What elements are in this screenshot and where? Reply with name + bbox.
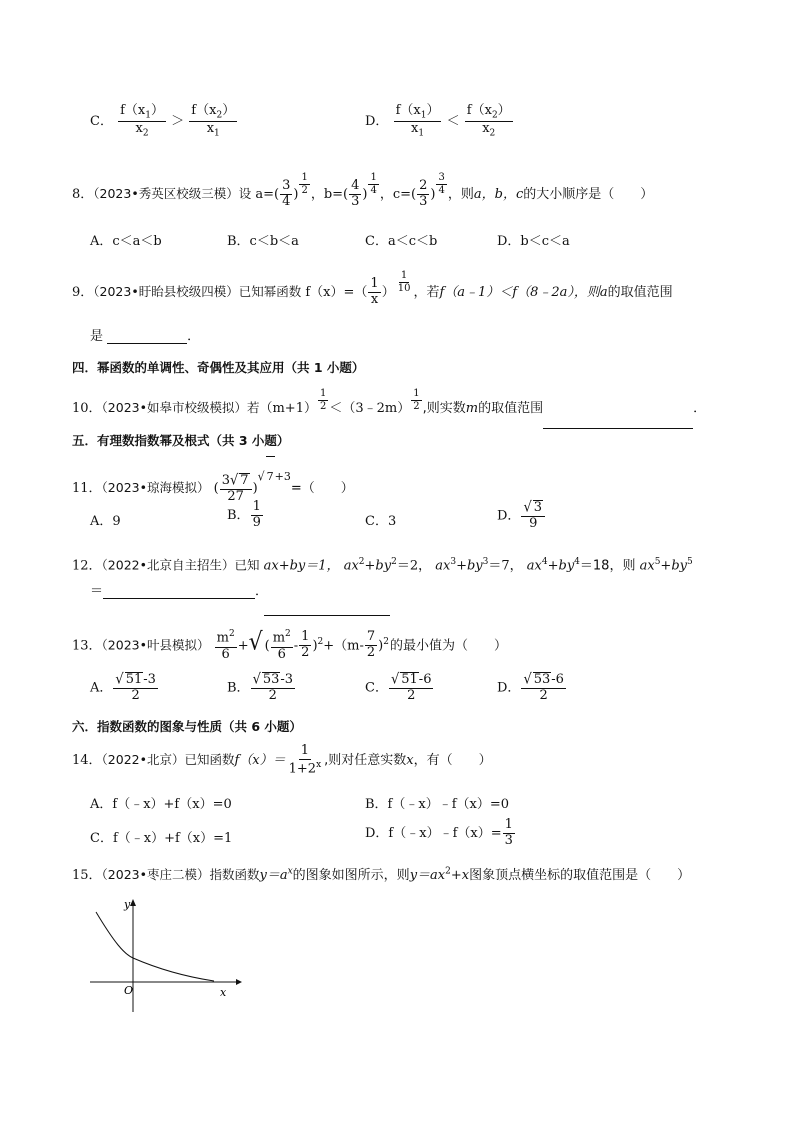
question-number: 14． (72, 753, 102, 768)
fraction: $\frac{f(x_2)}{x_2}$ (466, 103, 511, 139)
x-axis-arrow (236, 979, 242, 985)
q15-stem: 15．（2023•枣庄二模）指数函数$y=a^x$的图象如图所示，则$y=ax^2+x$图象顶点横坐标的取值范围是（ ） (72, 866, 691, 883)
fraction: $\frac{√ 51-6}{2}$ (390, 671, 432, 703)
fraction: $\frac{f(x_2)}{x_1}$ (191, 103, 236, 139)
question-number: 9． (72, 285, 94, 300)
fraction: $\frac{1}{x}$ (370, 276, 379, 307)
fraction: $\frac{√ 53-6}{2}$ (523, 671, 564, 703)
origin-label: O (124, 984, 134, 997)
fraction: $\frac{1}{2}$ (301, 629, 310, 661)
fraction: $\frac{√ 51-3}{2}$ (115, 671, 156, 703)
q13-option-a: A． $\frac{√ 51-3}{2}$ (90, 671, 156, 703)
question-number: 8． (72, 187, 94, 202)
option-label: C． (90, 113, 113, 129)
q11-option-b: B． $\frac{1}{9}$ (227, 499, 261, 530)
q13-stem: 13．（2023•叶县模拟） $\frac{m^2}{6}$ +√ ( $\frac{m^2}{6}$ - $\frac{1}{2}$ )$^2$+（m- $\frac{7}{2}$ )$^2$的最小值为（ ） (72, 615, 507, 668)
relation: ＞ (171, 113, 185, 129)
question-source: （2023•琼海模拟） (101, 480, 210, 495)
question-source: （2023•盱眙县校级四模）已知幂函数 (93, 284, 302, 299)
question-source: （2022•北京）已知函数 (101, 752, 235, 767)
fraction: $\frac{m^2}{6}$ (272, 629, 291, 662)
q11-option-d: D． $\frac{√ 3}{9}$ (497, 500, 546, 532)
question-number: 12． (72, 558, 102, 574)
option-label: D． (365, 113, 389, 129)
q11-option-c: C．3 (365, 514, 397, 529)
exponent: $\frac{1}{4}$ (370, 172, 377, 196)
q8-option-c: C．a＜c＜b (365, 234, 438, 249)
q11-option-a: A．9 (90, 514, 121, 529)
q14-stem: 14．（2022•北京）已知函数f（x）＝ $\frac{1}{1+2^x}$ ,则对任意实数x，有（ ） (72, 742, 492, 777)
q13-option-b: B． $\frac{√ 53-3}{2}$ (227, 671, 294, 703)
answer-blank[interactable] (103, 584, 255, 599)
fraction: $\frac{1}{9}$ (252, 499, 261, 530)
exponent: $\frac{1}{2}$ (319, 388, 327, 412)
question-number: 11． (72, 481, 102, 496)
q11-stem: 11．（2023•琼海模拟） ( $\frac{3√ 7}{27}$ )$^{√ 7+3}$=（ ） (72, 456, 354, 509)
fraction: $\frac{2}{3}$ (419, 178, 428, 209)
section-title: 六．指数函数的图象与性质（共 6 小题） (72, 719, 302, 734)
y-axis-label: y (124, 898, 131, 911)
relation: ＜ (446, 113, 460, 129)
question-number: 13． (72, 638, 102, 654)
fraction: $\frac{f(x_1)}{x_2}$ (120, 103, 164, 139)
question-source: （2023•如皋市校级模拟）若 (101, 400, 260, 415)
q12-stem: 12．（2022•北京自主招生）已知 ax+by＝1， $ax^2+by^2=2$， $ax^3+by^3=7$， $ax^4+by^4=18$，则 $ax^5+by^5$ (72, 557, 693, 574)
exponent: $\frac{1}{2}$ (413, 388, 420, 412)
q7-option-c (90, 104, 238, 139)
q9-line2: 是 ． (90, 329, 201, 344)
question-number: 10． (72, 401, 102, 416)
q8-stem: 8．（2023•秀英区校级三模）设 a=( $\frac{3}{4}$ ) $\frac{1}{2}$ ，b=( $\frac{4}{3}$ ) $\frac{1}{4}$ ，c=( $\frac{2}{3}$ ) $\frac{3}{4}$ ，则a，b，c的大小顺序是（ ） (72, 172, 654, 209)
x-axis-label: x (220, 986, 227, 999)
q13-option-c: C． $\frac{√ 51-6}{2}$ (365, 671, 432, 703)
fraction: $\frac{1}{3}$ (504, 817, 513, 848)
q8-option-a: A．c＜a＜b (90, 234, 162, 249)
exponential-graph (86, 896, 246, 1014)
fraction: $\frac{1}{1+2^x}$ (288, 742, 322, 777)
question-source: （2023•叶县模拟） (101, 637, 210, 653)
fraction: $\frac{√ 3}{9}$ (521, 500, 545, 532)
fraction: $\frac{3}{4}$ (282, 178, 291, 209)
fraction: $\frac{f(x_1)}{x_1}$ (395, 103, 440, 139)
fraction: $\frac{3√ 7}{27}$ (220, 473, 252, 505)
q9-stem: 9．（2023•盱眙县校级四模）已知幂函数 f（x）=（ $\frac{1}{x}$ ） $\frac{1}{10}$ ，若f（a﹣1）＜f（8﹣2a），则a的取值范围 (72, 270, 673, 307)
section-title: 四．幂函数的单调性、奇偶性及其应用（共 1 小题） (72, 360, 365, 375)
q7-option-d (365, 104, 514, 139)
question-number: 15． (72, 868, 102, 883)
q14-option-a: A．f（﹣x）+f（x）=0 (90, 797, 232, 812)
q12-line2: ＝ ． (90, 584, 269, 599)
q14-option-c: C．f（﹣x）+f（x）=1 (90, 831, 233, 846)
fraction: $\frac{4}{3}$ (351, 178, 360, 209)
section-title: 五．有理数指数幂及根式（共 3 小题） (72, 433, 290, 448)
answer-blank[interactable] (543, 414, 693, 429)
question-source: （2022•北京自主招生）已知 (101, 557, 260, 573)
q10-stem: 10．（2023•如皋市校级模拟）若（m+1） $\frac{1}{2}$ ＜（3﹣2m） $\frac{1}{2}$ ,则实数m的取值范围 ． (72, 388, 706, 429)
question-source: （2023•秀英区校级三模）设 (93, 186, 252, 201)
q14-option-d: D．f（﹣x）﹣f（x）= $\frac{1}{3}$ (365, 817, 513, 848)
exponent: $\frac{3}{4}$ (438, 172, 445, 196)
q8-option-b: B．c＜b＜a (227, 234, 299, 249)
q14-option-b: B．f（﹣x）﹣f（x）=0 (365, 797, 510, 812)
fraction: $\frac{m^2}{6}$ (216, 629, 235, 662)
exponent: $\frac{1}{10}$ (397, 270, 411, 294)
y-axis-arrow (130, 899, 136, 906)
exponent: $\frac{1}{2}$ (301, 172, 308, 196)
fraction: $\frac{√ 53-3}{2}$ (252, 671, 294, 703)
q8-option-d: D．b＜c＜a (497, 234, 570, 249)
fraction: $\frac{7}{2}$ (366, 629, 376, 661)
q13-option-d: D． $\frac{√ 53-6}{2}$ (497, 671, 564, 703)
answer-blank[interactable] (107, 329, 187, 344)
question-source: （2023•枣庄二模）指数函数 (101, 867, 260, 882)
curve (96, 912, 214, 981)
